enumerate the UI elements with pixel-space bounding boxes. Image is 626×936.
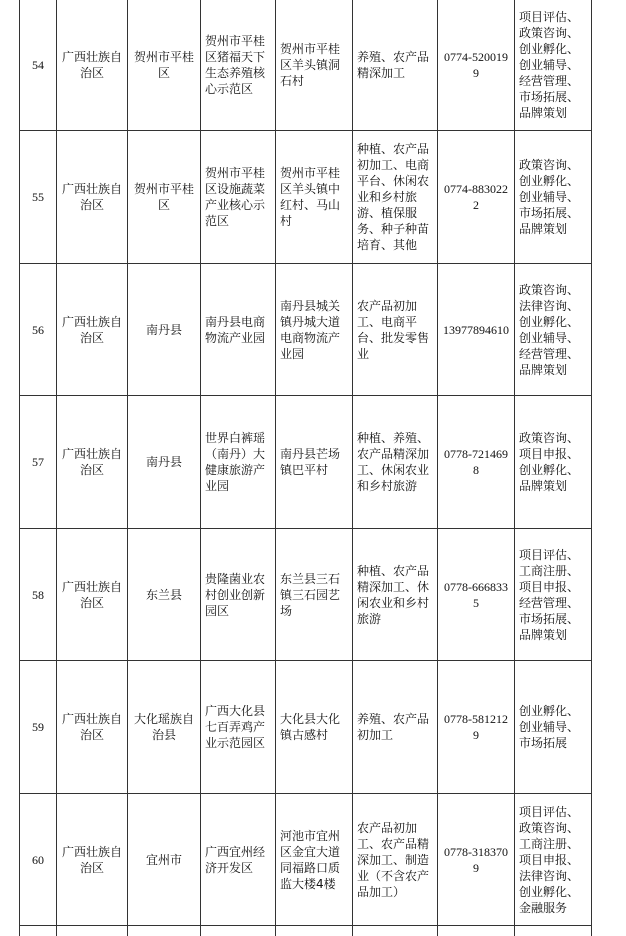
industry-cell: 养殖、农产品初加工	[353, 661, 438, 794]
park-name-cell: 南丹县电商物流产业园	[201, 264, 276, 396]
row-number: 57	[20, 396, 57, 529]
industry-cell: 种植、养殖、农产品精深加工、休闲农业和乡村旅游	[353, 396, 438, 529]
park-name-cell-empty	[201, 926, 276, 936]
phone-cell: 13977894610	[438, 264, 515, 396]
table-row	[20, 131, 592, 264]
row-number: 60	[20, 794, 57, 926]
park-listing-table	[19, 0, 592, 936]
table-row	[20, 396, 592, 529]
province-cell: 广西壮族自治区	[57, 529, 128, 661]
phone-cell: 0778-6668335	[438, 529, 515, 661]
phone-cell-empty	[438, 926, 515, 936]
address-cell: 东兰县三石镇三石园艺场	[276, 529, 353, 661]
province-cell: 广西壮族自治区	[57, 264, 128, 396]
industry-cell: 农产品初加工、农产品精深加工、制造业（不含农产品加工）	[353, 794, 438, 926]
services-cell: 政策咨询、项目申报、创业孵化、品牌策划	[515, 396, 592, 529]
row-number: 58	[20, 529, 57, 661]
park-name-cell: 贵隆菌业农村创业创新园区	[201, 529, 276, 661]
park-name-cell: 贺州市平桂区设施蔬菜产业核心示范区	[201, 131, 276, 264]
county-cell-empty	[128, 926, 201, 936]
row-number: 59	[20, 661, 57, 794]
address-cell: 贺州市平桂区羊头镇洞石村	[276, 0, 353, 131]
province-cell: 广西壮族自治区	[57, 661, 128, 794]
county-cell: 贺州市平桂区	[128, 131, 201, 264]
services-cell: 政策咨询、法律咨询、创业孵化、创业辅导、经营管理、品牌策划	[515, 264, 592, 396]
row-number: 55	[20, 131, 57, 264]
row-number-empty	[20, 926, 57, 936]
park-name-cell: 世界白裤瑶（南丹）大健康旅游产业园	[201, 396, 276, 529]
county-cell: 南丹县	[128, 264, 201, 396]
services-cell: 项目评估、政策咨询、创业孵化、创业辅导、经营管理、市场拓展、品牌策划	[515, 0, 592, 131]
phone-cell: 0774-8830222	[438, 131, 515, 264]
industry-cell-empty	[353, 926, 438, 936]
county-cell: 大化瑶族自治县	[128, 661, 201, 794]
services-cell: 创业孵化、创业辅导、市场拓展	[515, 661, 592, 794]
park-name-cell: 贺州市平桂区猪福天下生态养殖核心示范区	[201, 0, 276, 131]
services-cell: 政策咨询、创业孵化、创业辅导、市场拓展、品牌策划	[515, 131, 592, 264]
phone-cell: 0774-5200199	[438, 0, 515, 131]
services-cell-empty	[515, 926, 592, 936]
services-cell: 项目评估、工商注册、项目申报、经营管理、市场拓展、品牌策划	[515, 529, 592, 661]
table-row	[20, 661, 592, 794]
province-cell: 广西壮族自治区	[57, 131, 128, 264]
address-cell: 南丹县芒场镇巴平村	[276, 396, 353, 529]
county-cell: 贺州市平桂区	[128, 0, 201, 131]
industry-cell: 养殖、农产品精深加工	[353, 0, 438, 131]
table-row	[20, 794, 592, 926]
phone-cell: 0778-5812129	[438, 661, 515, 794]
county-cell: 南丹县	[128, 396, 201, 529]
address-cell: 大化县大化镇古感村	[276, 661, 353, 794]
province-cell-empty	[57, 926, 128, 936]
province-cell: 广西壮族自治区	[57, 794, 128, 926]
services-cell: 项目评估、政策咨询、工商注册、项目申报、法律咨询、创业孵化、金融服务	[515, 794, 592, 926]
table-row-partial	[20, 926, 592, 936]
province-cell: 广西壮族自治区	[57, 396, 128, 529]
phone-cell: 0778-7214698	[438, 396, 515, 529]
industry-cell: 种植、农产品精深加工、休闲农业和乡村旅游	[353, 529, 438, 661]
row-number: 56	[20, 264, 57, 396]
park-name-cell: 广西大化县七百弄鸡产业示范园区	[201, 661, 276, 794]
province-cell: 广西壮族自治区	[57, 0, 128, 131]
industry-cell: 种植、农产品初加工、电商平台、休闲农业和乡村旅游、植保服务、种子种苗培育、其他	[353, 131, 438, 264]
address-cell-empty	[276, 926, 353, 936]
county-cell: 宜州市	[128, 794, 201, 926]
table-row	[20, 264, 592, 396]
phone-cell: 0778-3183709	[438, 794, 515, 926]
table-row	[20, 529, 592, 661]
address-cell: 贺州市平桂区羊头镇中红村、马山村	[276, 131, 353, 264]
industry-cell: 农产品初加工、电商平台、批发零售业	[353, 264, 438, 396]
park-name-cell: 广西宜州经济开发区	[201, 794, 276, 926]
address-cell: 河池市宜州区金宜大道同福路口质监大楼4楼	[276, 794, 353, 926]
row-number: 54	[20, 0, 57, 131]
address-cell: 南丹县城关镇丹城大道电商物流产业园	[276, 264, 353, 396]
table-row	[20, 0, 592, 131]
county-cell: 东兰县	[128, 529, 201, 661]
